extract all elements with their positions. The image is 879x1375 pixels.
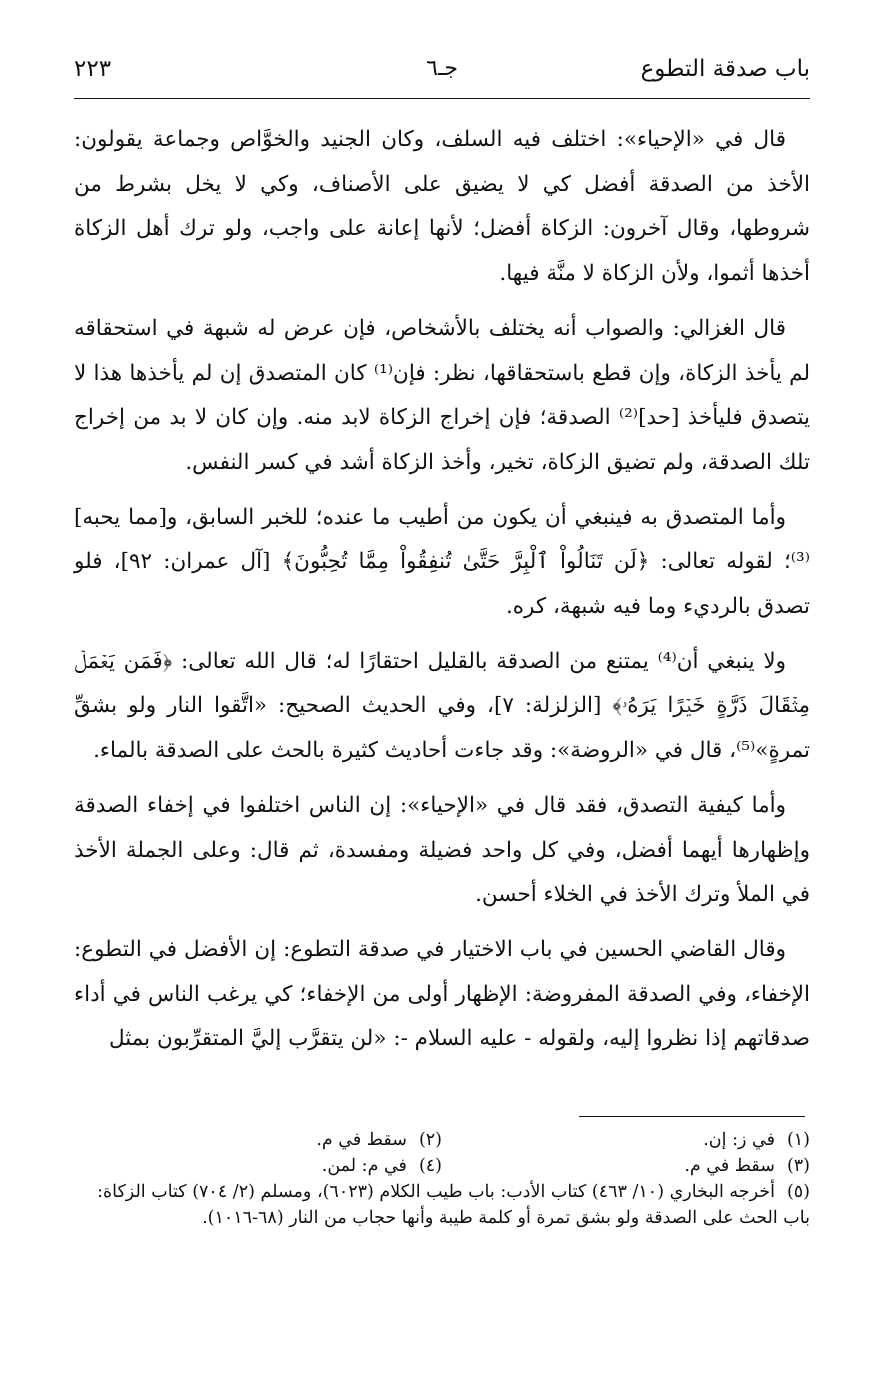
- footnote-2: [74, 1127, 442, 1153]
- paragraph: وقال القاضي الحسين في باب الاختيار في صدقة التطوع: إن الأفضل في التطوع: الإخفاء، وفي الصدقة المفروضة: الإظهار أولى من الإخفاء؛ كي يرغب الناس في أداء صدقاتهم إذا نظروا إليه، ولقوله - عليه السلام -: «لن يتقرَّب إليَّ المتقرِّبون بمثل: [74, 936, 810, 1052]
- volume-number: جـ٦: [426, 56, 458, 81]
- footnote-divider: [579, 1116, 805, 1117]
- header-divider: [74, 98, 810, 99]
- paragraph: وأما المتصدق به فينبغي أن يكون من أطيب ما عنده؛ للخبر السابق، و[مما يحبه]⁽³⁾؛ لقوله تعالى: ﴿لَن تَنَالُواْ ٱلْبِرَّ حَتَّىٰ تُنفِقُواْ مِمَّا تُحِبُّونَ﴾ [آل عمران: ٩٢]، فلو تصدق بالرديء وما فيه شبهة، كره.: [74, 504, 810, 620]
- footnote-1: [442, 1127, 810, 1153]
- footnote-text: أخرجه البخاري (١٠/ ٤٦٣) كتاب الأدب: باب طيب الكلام (٦٠٢٣)، ومسلم (٢/ ٧٠٤) كتاب الزكاة: باب الحث على الصدقة ولو بشق تمرة أو كلمة طيبة وأنها حجاب من النار (٦٨-١٠١٦).: [97, 1182, 810, 1228]
- footnote-number: (٥): [786, 1182, 810, 1202]
- footnote-number: (٤): [418, 1156, 442, 1176]
- footnote-text: في م: لمن.: [321, 1156, 407, 1176]
- running-header: [74, 54, 810, 94]
- paragraph: قال الغزالي: والصواب أنه يختلف بالأشخاص، فإن عرض له شبهة في استحقاقه لم يأخذ الزكاة، وإن قطع باستحقاقها، نظر: فإن⁽¹⁾ كان المتصدق إن لم يأخذها هذا لا يتصدق فليأخذ [حد]⁽²⁾ الصدقة؛ فإن إخراج الزكاة لابد منه. وإن كان لا بد من إخراج تلك الصدقة، ولم تضيق الزكاة، تخير، وأخذ الزكاة أشد في كسر النفس.: [74, 315, 810, 475]
- footnote-number: (٢): [418, 1130, 442, 1150]
- footnote-text: سقط في م.: [684, 1156, 775, 1176]
- footnote-row: [74, 1127, 810, 1153]
- footnote-4: [74, 1153, 442, 1179]
- footnote-5: [74, 1179, 810, 1231]
- footnotes: [74, 1127, 810, 1231]
- chapter-title: باب صدقة التطوع: [640, 56, 810, 82]
- footnote-text: سقط في م.: [316, 1130, 407, 1150]
- footnote-3: [442, 1153, 810, 1179]
- page-number: ٢٢٣: [74, 56, 112, 82]
- footnote-text: في ز: إن.: [703, 1130, 775, 1150]
- footnote-number: (١): [786, 1130, 810, 1150]
- paragraph: وأما كيفية التصدق، فقد قال في «الإحياء»: إن الناس اختلفوا في إخفاء الصدقة وإظهارها أيهما أفضل، وفي كل واحد فضيلة ومفسدة، ثم قال: وعلى الجملة الأخذ في الملأ وترك الأخذ في الخلاء أحسن.: [74, 792, 810, 908]
- paragraph: قال في «الإحياء»: اختلف فيه السلف، وكان الجنيد والخوَّاص وجماعة يقولون: الأخذ من الصدقة أفضل كي لا يضيق على الأصناف، وكي لا يخل بشرط من شروطها، وقال آخرون: الزكاة أفضل؛ لأنها إعانة على واجب، ولو ترك أهل الزكاة أخذها أثموا، ولأن الزكاة لا منَّة فيها.: [74, 127, 810, 287]
- paragraph: ولا ينبغي أن⁽⁴⁾ يمتنع من الصدقة بالقليل احتقارًا له؛ قال الله تعالى: ﴿فَمَن يَعۡمَلۡ مِثۡقَالَ ذَرَّةٍ خَيۡرًا يَرَهُۥ﴾ [الزلزلة: ٧]، وفي الحديث الصحيح: «اتَّقوا النار ولو بشقِّ تمرةٍ»⁽⁵⁾، قال في «الروضة»: وقد جاءت أحاديث كثيرة بالحث على الصدقة بالماء.: [74, 648, 810, 764]
- footnote-row: [74, 1153, 810, 1179]
- footnote-number: (٣): [786, 1156, 810, 1176]
- main-text: [74, 118, 810, 1072]
